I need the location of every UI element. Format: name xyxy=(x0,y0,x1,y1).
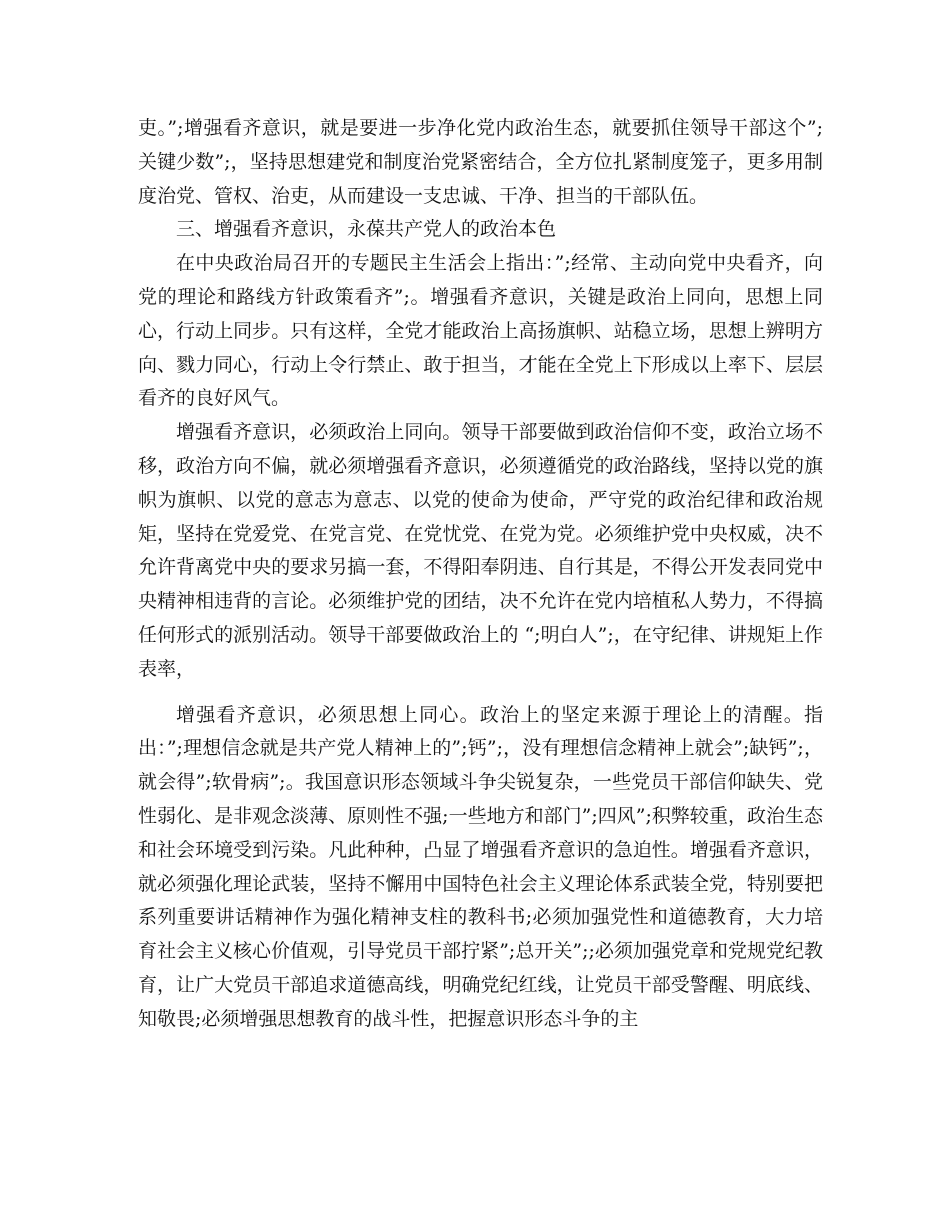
document-body xyxy=(138,112,823,1037)
paragraph-continuation: 吏。”;增强看齐意识，就是要进一步净化党内政治生态，就要抓住领导干部这个”;关键少数”;，坚持思想建党和制度治党紧密结合，全方位扎紧制度笼子，更多用制度治党、管权、治吏，从而建设一支忠诚、干净、担当的干部队伍。 xyxy=(138,117,823,207)
section-heading: 三、增强看齐意识，永葆共产党人的政治本色 xyxy=(176,218,557,241)
paragraph-ideological-unity: 增强看齐意识，必须思想上同心。政治上的坚定来源于理论上的清醒。指出：”;理想信念就是共产党人精神上的”;钙”;，没有理想信念精神上就会”;缺钙”;，就会得”;软骨病”;。我国意识形态领域斗争尖锐复杂，一些党员干部信仰缺失、党性弱化、是非观念淡薄、原则性不强;一些地方和部门”;四风”;积弊较重，政治生态和社会环境受到污染。凡此种种，凸显了增强看齐意识的急迫性。增强看齐意识，就必须强化理论武装，坚持不懈用中国特色社会主义理论体系武装全党，特别要把系列重要讲话精神作为强化精神支柱的教科书;必须加强党性和道德教育，大力培育社会主义核心价值观，引导党员干部拧紧”;总开关”;;必须加强党章和党规党纪教育，让广大党员干部追求道德高线，明确党纪红线，让党员干部受警醒、明底线、知敬畏;必须增强思想教育的战斗性，把握意识形态斗争的主 xyxy=(138,703,823,1030)
paragraph-political-direction: 增强看齐意识，必须政治上同向。领导干部要做到政治信仰不变，政治立场不移，政治方向不偏，就必须增强看齐意识，必须遵循党的政治路线，坚持以党的旗帜为旗帜、以党的意志为意志、以党的使命为使命，严守党的政治纪律和政治规矩，坚持在党爱党、在党言党、在党忧党、在党为党。必须维护党中央权威，决不允许背离党中央的要求另搞一套，不得阳奉阴违、自行其是，不得公开发表同党中央精神相违背的言论。必须维护党的团结，决不允许在党内培植私人势力，不得搞任何形式的派别活动。领导干部要做政治上的 “;明白人”;，在守纪律、讲规矩上作表率， xyxy=(138,421,823,680)
paragraph-intro: 在中央政治局召开的专题民主生活会上指出：”;经常、主动向党中央看齐，向党的理论和路线方针政策看齐”;。增强看齐意识，关键是政治上同向，思想上同心，行动上同步。只有这样，全党才能政治上高扬旗帜、站稳立场，思想上辨明方向、戮力同心，行动上令行禁止、敢于担当，才能在全党上下形成以上率下、层层看齐的良好风气。 xyxy=(138,252,823,410)
